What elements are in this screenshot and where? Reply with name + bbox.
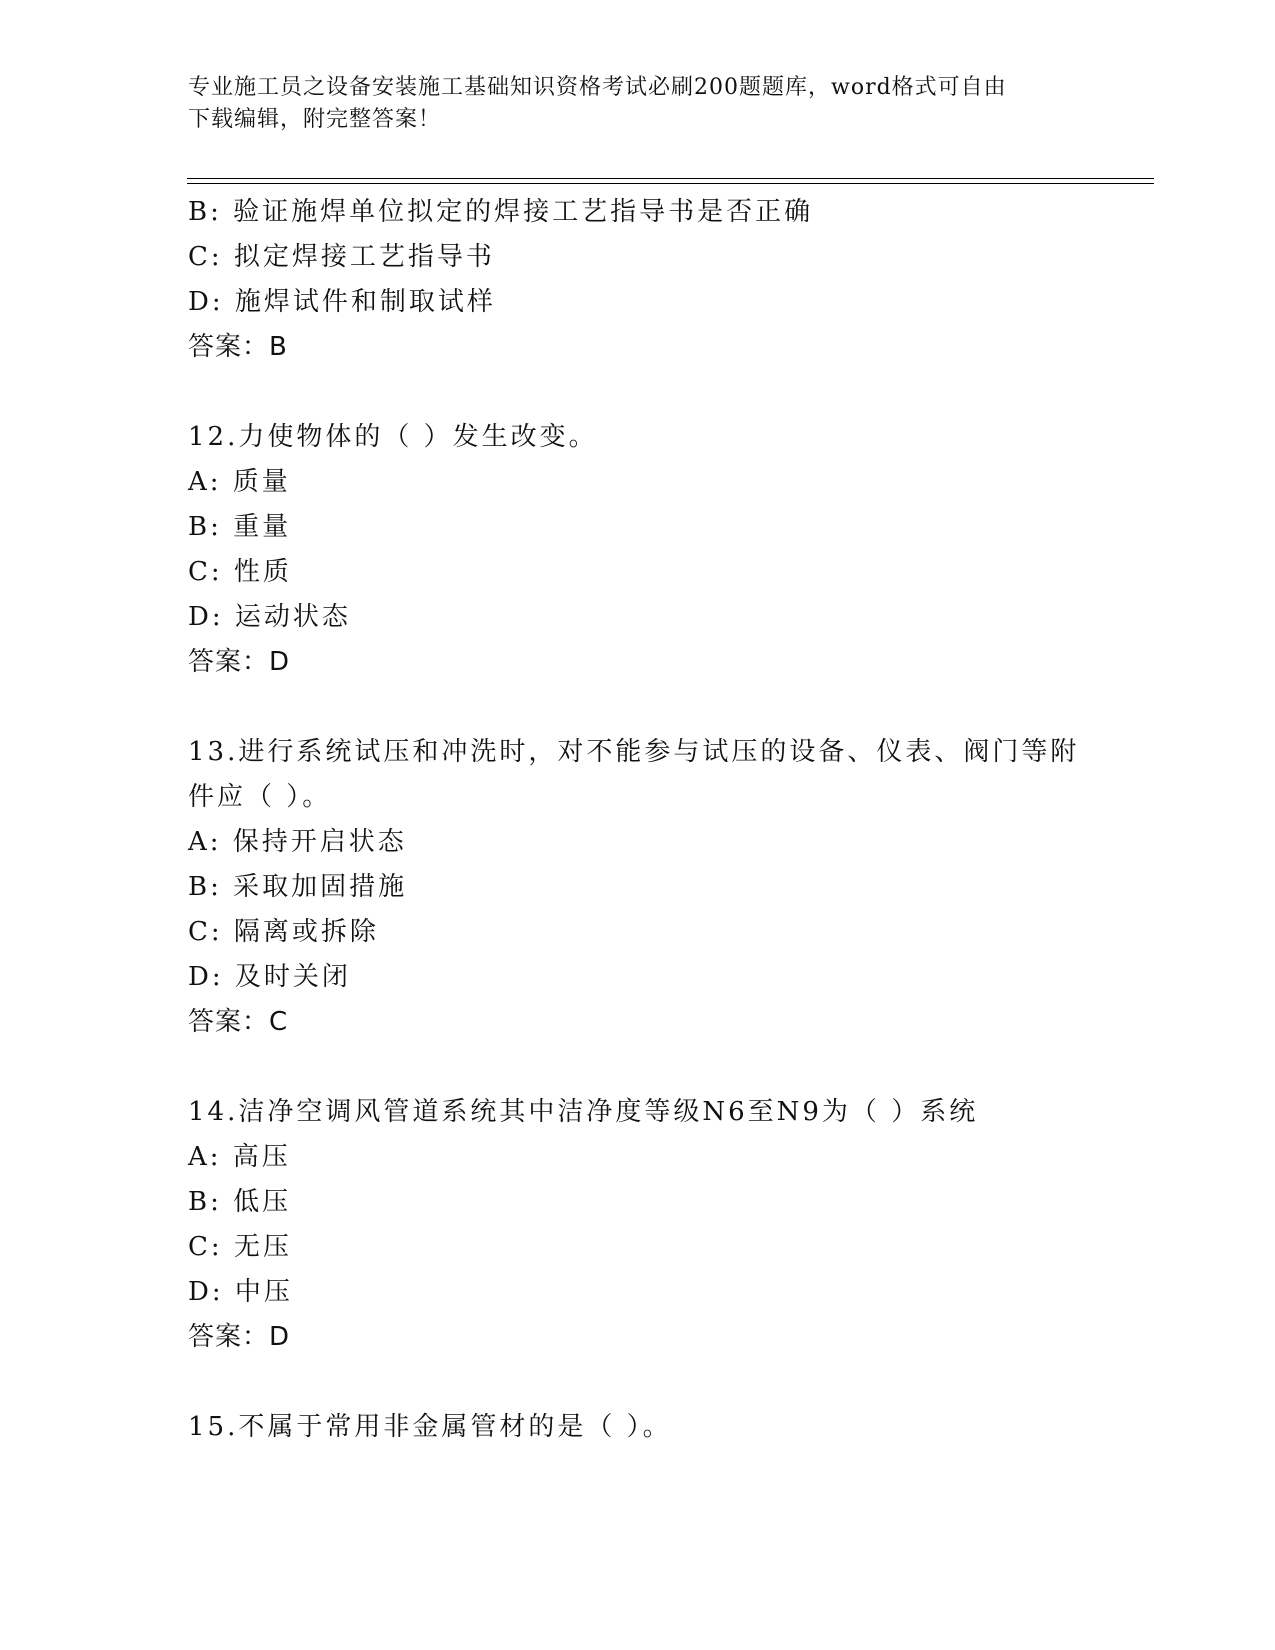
q13-answer: 答案：C (188, 1007, 289, 1037)
q14-option-b: B: 低压 (188, 1187, 292, 1217)
q12-stem: 12.力使物体的（ ）发生改变。 (188, 422, 598, 452)
document-header (188, 72, 1068, 136)
header-line-1: 专业施工员之设备安装施工基础知识资格考试必刷200题题库，word格式可自由 (188, 75, 1007, 100)
header-divider-top (187, 178, 1154, 179)
q12-option-a: A: 质量 (188, 467, 291, 497)
header-divider-bottom (187, 183, 1154, 184)
q11-option-c: C: 拟定焊接工艺指导书 (188, 242, 495, 272)
q12-option-d: D: 运动状态 (188, 602, 351, 632)
q12-answer: 答案：D (188, 647, 291, 677)
q15-stem: 15.不属于常用非金属管材的是（ ）。 (188, 1412, 672, 1442)
q13-option-b: B: 采取加固措施 (188, 872, 408, 902)
q11-option-d: D: 施焊试件和制取试样 (188, 287, 496, 317)
q13-stem-line-1: 13.进行系统试压和冲洗时，对不能参与试压的设备、仪表、阀门等附 (188, 737, 1080, 767)
q13-option-d: D: 及时关闭 (188, 962, 351, 992)
q12-option-c: C: 性质 (188, 557, 292, 587)
q14-stem: 14.洁净空调风管道系统其中洁净度等级N6至N9为（ ）系统 (188, 1097, 979, 1127)
header-line-2: 下载编辑，附完整答案！ (188, 107, 442, 132)
q11-option-b: B: 验证施焊单位拟定的焊接工艺指导书是否正确 (188, 197, 814, 227)
q13-stem-line-2: 件应（ ）。 (188, 782, 332, 812)
q11-answer: 答案：B (188, 332, 288, 362)
q13-option-c: C: 隔离或拆除 (188, 917, 379, 947)
q12-option-b: B: 重量 (188, 512, 292, 542)
q14-option-d: D: 中压 (188, 1277, 293, 1307)
q14-option-c: C: 无压 (188, 1232, 292, 1262)
q13-option-a: A: 保持开启状态 (188, 827, 407, 857)
q14-answer: 答案：D (188, 1322, 291, 1352)
q14-option-a: A: 高压 (188, 1142, 291, 1172)
